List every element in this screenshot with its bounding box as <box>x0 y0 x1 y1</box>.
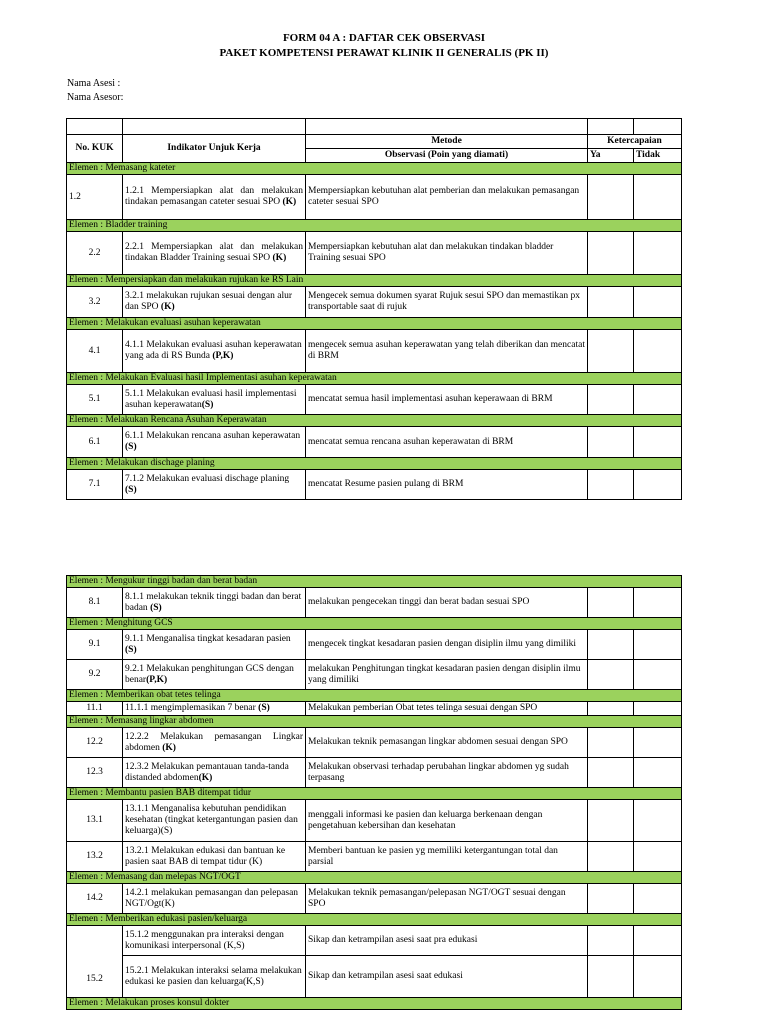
kuk-cell: 8.1 <box>67 588 123 618</box>
tidak-checkbox-cell[interactable] <box>634 956 682 998</box>
indikator-cell: 9.1.1 Menganalisa tingkat kesadaran pasien (S) <box>123 630 306 660</box>
element-label: Elemen : Mengukur tinggi badan dan berat badan <box>67 576 682 588</box>
element-label: Elemen : Melakukan Evaluasi hasil Implementasi asuhan keperawatan <box>67 373 682 385</box>
observasi-cell: Melakukan teknik pemasangan lingkar abdomen sesuai dengan SPO <box>306 728 588 758</box>
observasi-cell: melakukan pengecekan tinggi dan berat badan sesuai SPO <box>306 588 588 618</box>
indikator-cell: 7.1.2 Melakukan evaluasi dischage planing (S) <box>123 470 306 500</box>
kuk-cell: 13.2 <box>67 842 123 872</box>
tidak-checkbox-cell[interactable] <box>634 287 682 318</box>
element-row <box>67 690 682 702</box>
form-title: FORM 04 A : DAFTAR CEK OBSERVASI <box>282 32 486 44</box>
table-row <box>67 728 682 758</box>
element-row <box>67 318 682 330</box>
indikator-cell: 15.1.2 menggunakan pra interaksi dengan komunikasi interpersonal (K,S) <box>123 926 306 956</box>
ya-checkbox-cell[interactable] <box>588 728 634 758</box>
ya-checkbox-cell[interactable] <box>588 702 634 716</box>
tidak-checkbox-cell[interactable] <box>634 926 682 956</box>
kuk-cell: 12.2 <box>67 728 123 758</box>
indikator-cell: 3.2.1 melakukan rujukan sesuai dengan alur dan SPO (K) <box>123 287 306 318</box>
header-row <box>67 135 682 149</box>
ya-checkbox-cell[interactable] <box>588 956 634 998</box>
ya-checkbox-cell[interactable] <box>588 588 634 618</box>
header-blank-row <box>67 119 682 135</box>
kuk-cell: 2.2 <box>67 232 123 275</box>
table-row <box>67 884 682 914</box>
checklist-table-top <box>66 118 682 500</box>
header-tidak: Tidak <box>634 149 682 163</box>
tidak-checkbox-cell[interactable] <box>634 427 682 458</box>
header-observasi: Observasi (Poin yang diamati) <box>306 149 588 163</box>
element-label: Elemen : Memasang kateter <box>67 163 682 175</box>
checklist-table-bottom <box>66 575 682 1010</box>
indikator-cell: 12.2.2 Melakukan pemasangan Lingkar abdomen (K) <box>123 728 306 758</box>
indikator-cell: 13.1.1 Menganalisa kebutuhan pendidikan kesehatan (tingkat ketergantungan pasien dan keluarga)(S) <box>123 800 306 842</box>
observasi-cell: Mempersiapkan kebutuhan alat dan melakukan tindakan bladder Training sesuai SPO <box>306 232 588 275</box>
ya-checkbox-cell[interactable] <box>588 330 634 373</box>
observasi-cell: Melakukan teknik pemasangan/pelepasan NGT/OGT sesuai dengan SPO <box>306 884 588 914</box>
element-row <box>67 415 682 427</box>
ya-checkbox-cell[interactable] <box>588 842 634 872</box>
indikator-cell: 1.2.1 Mempersiapkan alat dan melakukan tindakan pemasangan cateter sesuai SPO (K) <box>123 175 306 220</box>
table-row <box>67 287 682 318</box>
element-row <box>67 716 682 728</box>
indikator-cell: 13.2.1 Melakukan edukasi dan bantuan ke pasien saat BAB di tempat tidur (K) <box>123 842 306 872</box>
observasi-cell: mencatat semua hasil implementasi asuhan keperawaan di BRM <box>306 385 588 415</box>
element-row <box>67 788 682 800</box>
kuk-cell: 11.1 <box>67 702 123 716</box>
observasi-cell: mengecek tingkat kesadaran pasien dengan disiplin ilmu yang dimiliki <box>306 630 588 660</box>
indikator-cell: 8.1.1 melakukan teknik tinggi badan dan berat badan (S) <box>123 588 306 618</box>
ya-checkbox-cell[interactable] <box>588 926 634 956</box>
element-row <box>67 373 682 385</box>
table-row <box>67 702 682 716</box>
header-indikator: Indikator Unjuk Kerja <box>123 135 306 163</box>
element-label: Elemen : Melakukan Rencana Asuhan Keperawatan <box>67 415 682 427</box>
kuk-cell: 6.1 <box>67 427 123 458</box>
kuk-cell: 5.1 <box>67 385 123 415</box>
kuk-cell: 12.3 <box>67 758 123 788</box>
header-metode: Metode <box>306 135 588 149</box>
element-row <box>67 998 682 1010</box>
element-label: Elemen : Membantu pasien BAB ditempat tidur <box>67 788 682 800</box>
tidak-checkbox-cell[interactable] <box>634 702 682 716</box>
tidak-checkbox-cell[interactable] <box>634 842 682 872</box>
kuk-cell: 4.1 <box>67 330 123 373</box>
asesi-label: Nama Asesi : <box>67 78 121 89</box>
indikator-cell: 15.2.1 Melakukan interaksi selama melakukan edukasi ke pasien dan keluarga(K,S) <box>123 956 306 998</box>
indikator-cell: 2.2.1 Mempersiapkan alat dan melakukan tindakan Bladder Training sesuai SPO (K) <box>123 232 306 275</box>
tidak-checkbox-cell[interactable] <box>634 884 682 914</box>
tidak-checkbox-cell[interactable] <box>634 728 682 758</box>
indikator-cell: 5.1.1 Melakukan evaluasi hasil implementasi asuhan keperawatan(S) <box>123 385 306 415</box>
tidak-checkbox-cell[interactable] <box>634 385 682 415</box>
ya-checkbox-cell[interactable] <box>588 287 634 318</box>
ya-checkbox-cell[interactable] <box>588 660 634 690</box>
element-label: Elemen : Melakukan proses konsul dokter <box>67 998 682 1010</box>
asesor-label: Nama Asesor: <box>67 92 124 103</box>
observasi-cell: mencatat Resume pasien pulang di BRM <box>306 470 588 500</box>
table-row <box>67 758 682 788</box>
kuk-cell: 9.1 <box>67 630 123 660</box>
element-label: Elemen : Mempersiapkan dan melakukan rujukan ke RS Lain <box>67 275 682 287</box>
indikator-cell: 4.1.1 Melakukan evaluasi asuhan keperawatan yang ada di RS Bunda (P,K) <box>123 330 306 373</box>
kuk-cell: 1.2 <box>67 175 123 220</box>
ya-checkbox-cell[interactable] <box>588 232 634 275</box>
observasi-cell: Melakukan observasi terhadap perubahan lingkar abdomen yg sudah terpasang <box>306 758 588 788</box>
observasi-cell: Memberi bantuan ke pasien yg memiliki ketergantungan total dan parsial <box>306 842 588 872</box>
observasi-cell: Sikap dan ketrampilan asesi saat pra edukasi <box>306 926 588 956</box>
indikator-cell: 6.1.1 Melakukan rencana asuhan keperawatan (S) <box>123 427 306 458</box>
kuk-cell: 3.2 <box>67 287 123 318</box>
element-label: Elemen : Memberikan obat tetes telinga <box>67 690 682 702</box>
header-no-kuk: No. KUK <box>67 135 123 163</box>
tidak-checkbox-cell[interactable] <box>634 758 682 788</box>
table-row <box>67 427 682 458</box>
table-row <box>67 842 682 872</box>
element-row <box>67 163 682 175</box>
table-row <box>67 926 682 956</box>
element-row <box>67 220 682 232</box>
tidak-checkbox-cell[interactable] <box>634 232 682 275</box>
tidak-checkbox-cell[interactable] <box>634 588 682 618</box>
ya-checkbox-cell[interactable] <box>588 758 634 788</box>
table-row <box>67 175 682 220</box>
element-row <box>67 275 682 287</box>
element-row <box>67 576 682 588</box>
observasi-cell: Sikap dan ketrampilan asesi saat edukasi <box>306 956 588 998</box>
observasi-cell: mengecek semua asuhan keperawatan yang telah diberikan dan mencatat di BRM <box>306 330 588 373</box>
table-row <box>67 956 682 998</box>
tidak-checkbox-cell[interactable] <box>634 660 682 690</box>
table-row <box>67 800 682 842</box>
element-label: Elemen : Memberikan edukasi pasien/keluarga <box>67 914 682 926</box>
element-row <box>67 872 682 884</box>
observasi-cell: Melakukan pemberian Obat tetes telinga sesuai dengan SPO <box>306 702 588 716</box>
element-label: Elemen : Memasang lingkar abdomen <box>67 716 682 728</box>
indikator-cell: 14.2.1 melakukan pemasangan dan pelepasan NGT/Ogt(K) <box>123 884 306 914</box>
tidak-checkbox-cell[interactable] <box>634 470 682 500</box>
observasi-cell: Mengecek semua dokumen syarat Rujuk sesui SPO dan memastikan px transportable saat di rujuk <box>306 287 588 318</box>
tidak-checkbox-cell[interactable] <box>634 630 682 660</box>
table-row <box>67 470 682 500</box>
form-subtitle: PAKET KOMPETENSI PERAWAT KLINIK II GENERALIS (PK II) <box>219 47 549 59</box>
element-label: Elemen : Bladder training <box>67 220 682 232</box>
kuk-cell: 13.1 <box>67 800 123 842</box>
ya-checkbox-cell[interactable] <box>588 884 634 914</box>
header-ya: Ya <box>588 149 634 163</box>
element-row <box>67 458 682 470</box>
table-row <box>67 660 682 690</box>
ya-checkbox-cell[interactable] <box>588 175 634 220</box>
table-row <box>67 385 682 415</box>
table-row <box>67 330 682 373</box>
table-row <box>67 232 682 275</box>
element-row <box>67 618 682 630</box>
kuk-cell: 7.1 <box>67 470 123 500</box>
tidak-checkbox-cell[interactable] <box>634 800 682 842</box>
indikator-cell: 12.3.2 Melakukan pemantauan tanda-tanda distanded abdomen(K) <box>123 758 306 788</box>
element-label: Elemen : Melakukan dischage planing <box>67 458 682 470</box>
tidak-checkbox-cell[interactable] <box>634 330 682 373</box>
ya-checkbox-cell[interactable] <box>588 470 634 500</box>
header-ketercapaian: Ketercapaian <box>588 135 682 149</box>
indikator-cell: 9.2.1 Melakukan penghitungan GCS dengan benar(P,K) <box>123 660 306 690</box>
observasi-cell: menggali informasi ke pasien dan keluarga berkenaan dengan pengetahuan kebersihan dan kesehatan <box>306 800 588 842</box>
element-label: Elemen : Melakukan evaluasi asuhan keperawatan <box>67 318 682 330</box>
indikator-cell: 11.1.1 mengimplemasikan 7 benar (S) <box>123 702 306 716</box>
observasi-cell: Mempersiapkan kebutuhan alat pemberian dan melakukan pemasangan cateter sesuai SPO <box>306 175 588 220</box>
ya-checkbox-cell[interactable] <box>588 800 634 842</box>
ya-checkbox-cell[interactable] <box>588 427 634 458</box>
table-row <box>67 588 682 618</box>
kuk-cell: 9.2 <box>67 660 123 690</box>
kuk-cell: 15.2 <box>67 926 123 998</box>
tidak-checkbox-cell[interactable] <box>634 175 682 220</box>
kuk-cell: 14.2 <box>67 884 123 914</box>
ya-checkbox-cell[interactable] <box>588 630 634 660</box>
observasi-cell: melakukan Penghitungan tingkat kesadaran pasien dengan disiplin ilmu yang dimiliki <box>306 660 588 690</box>
element-row <box>67 914 682 926</box>
element-label: Elemen : Memasang dan melepas NGT/OGT <box>67 872 682 884</box>
ya-checkbox-cell[interactable] <box>588 385 634 415</box>
element-label: Elemen : Menghitung GCS <box>67 618 682 630</box>
observasi-cell: mencatat semua rencana asuhan keperawatan di BRM <box>306 427 588 458</box>
table-row <box>67 630 682 660</box>
